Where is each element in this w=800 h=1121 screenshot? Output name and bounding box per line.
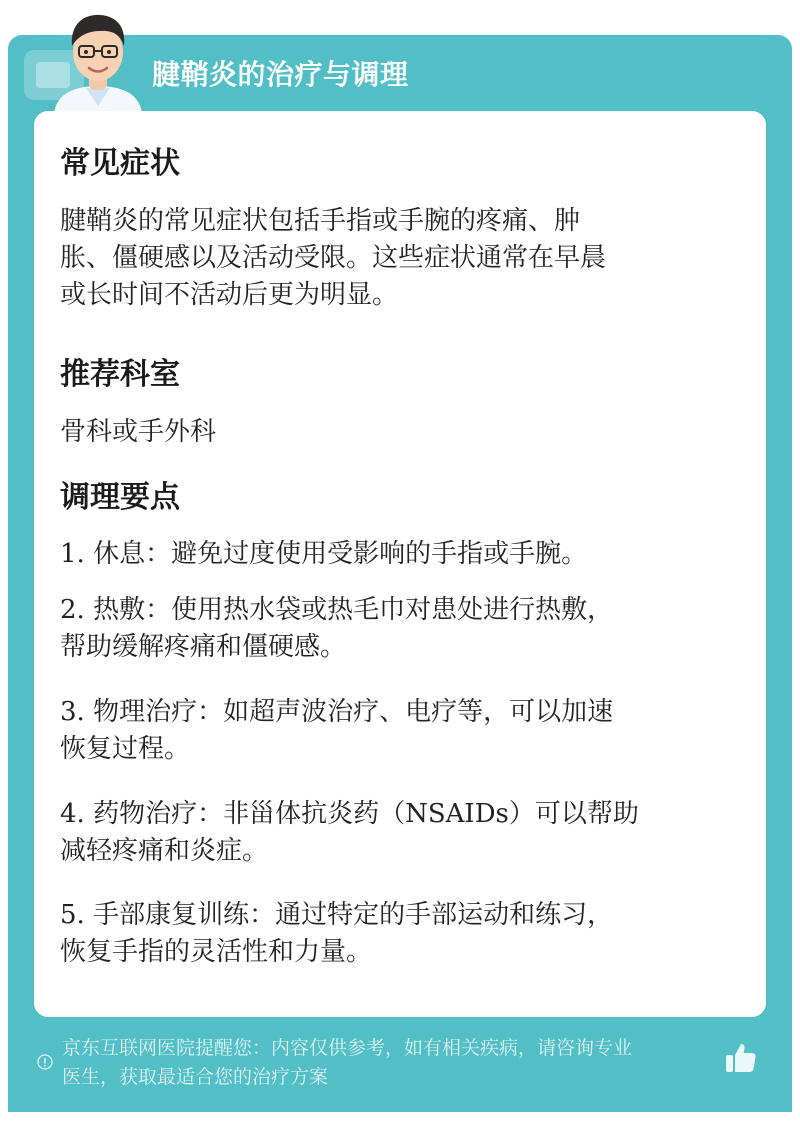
care-item-text: 物理治疗：如超声波治疗、电疗等，可以加速 [93, 697, 614, 727]
care-item-text: 热敷：使用热水袋或热毛巾对患处进行热敷， [93, 595, 614, 625]
care-item-text: 恢复过程。 [60, 734, 191, 764]
page-title: 腱鞘炎的治疗与调理 [152, 58, 409, 91]
care-item-abbrev: NSAIDs [405, 799, 509, 829]
care-item [60, 536, 740, 573]
department-text: 骨科或手外科 [60, 417, 217, 447]
info-circle-icon [37, 1054, 53, 1070]
thumbs-up-icon[interactable] [723, 1040, 759, 1076]
care-item-text: 恢复手指的灵活性和力量。 [60, 937, 373, 967]
disclaimer-footer [62, 1034, 727, 1092]
care-item-number: 3. [60, 697, 85, 727]
symptoms-line: 腱鞘炎的常见症状包括手指或手腕的疼痛、肿 [60, 206, 581, 236]
care-item-text: 减轻疼痛和炎症。 [60, 836, 269, 866]
disclaimer-line: 医生，获取最适合您的治疗方案 [62, 1066, 329, 1088]
care-item-text: 休息：避免过度使用受影响的手指或手腕。 [93, 539, 588, 569]
care-item-number: 4. [60, 799, 85, 829]
care-item [60, 592, 740, 666]
symptoms-text [60, 203, 740, 314]
care-item [60, 796, 740, 870]
doctor-avatar [46, 6, 150, 114]
care-item-text: 药物治疗：非甾体抗炎药（ [93, 799, 406, 829]
care-item-text: 手部康复训练：通过特定的手部运动和练习， [93, 900, 614, 930]
care-item [60, 897, 740, 971]
symptoms-line: 胀、僵硬感以及活动受限。这些症状通常在早晨 [60, 243, 607, 273]
symptoms-line: 或长时间不活动后更为明显。 [60, 280, 399, 310]
care-item-text: 帮助缓解疼痛和僵硬感。 [60, 632, 347, 662]
care-item-number: 5. [60, 900, 85, 930]
symptoms-heading: 常见症状 [60, 146, 180, 181]
care-heading: 调理要点 [60, 480, 180, 515]
care-item-text: ）可以帮助 [508, 799, 639, 829]
care-item [60, 694, 740, 768]
department-heading: 推荐科室 [60, 357, 180, 392]
care-item-number: 1. [60, 539, 85, 569]
disclaimer-line: 京东互联网医院提醒您：内容仅供参考，如有相关疾病，请咨询专业 [62, 1037, 633, 1059]
care-item-number: 2. [60, 595, 85, 625]
